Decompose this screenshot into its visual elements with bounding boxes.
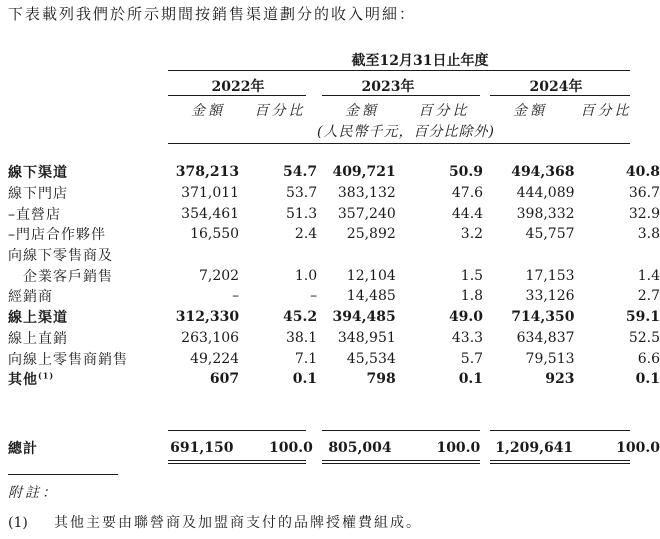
total-double-rule-b2	[322, 463, 480, 464]
revenue-table	[0, 162, 660, 390]
cell-2022-percent: –	[310, 288, 318, 305]
table-row	[0, 162, 660, 183]
cell-2022-amount	[176, 245, 239, 266]
cell-2023-percent: 49.0	[448, 309, 484, 326]
col-percent-2023: 百分比	[418, 103, 470, 119]
table-row	[0, 348, 660, 369]
row-label	[0, 369, 176, 390]
cell-2022-amount: 378,213	[175, 164, 240, 181]
cell-2022-percent: 45.2	[283, 309, 318, 326]
cell-2024-percent	[575, 245, 660, 266]
cell-2024-amount: 714,350	[511, 309, 575, 326]
table-row	[0, 183, 660, 204]
table-row	[0, 265, 660, 286]
cell-2024-percent: 52.5	[628, 329, 660, 346]
cell-2023-percent: 0.1	[458, 371, 484, 388]
cell-2023-percent: 43.3	[451, 329, 484, 346]
cell-2022-amount: 7,202	[198, 267, 240, 284]
row-label	[0, 265, 176, 286]
cell-2023-amount	[317, 245, 396, 266]
cell-2023-percent: 1.5	[460, 267, 484, 284]
cell-2023-amount: 798	[366, 371, 396, 388]
header-rule	[168, 70, 630, 71]
cell-2024-amount: 634,837	[516, 329, 575, 346]
cell-2022-percent: 0.1	[292, 371, 318, 388]
table-row	[0, 224, 660, 245]
cell-2023-amount: 45,534	[346, 350, 396, 367]
total-top-rule-2024	[490, 430, 630, 431]
cell-2024-amount: 923	[545, 371, 575, 388]
row-label-text: 線下門店	[8, 186, 68, 203]
cell-2023-percent: 3.2	[460, 226, 484, 243]
cell-2023-amount: 14,485	[346, 288, 396, 305]
total-label: 總計	[8, 441, 38, 457]
cell-2024-percent: 6.6	[637, 350, 660, 367]
cell-2024-percent: 3.8	[637, 226, 660, 243]
col-percent-2024: 百分比	[580, 103, 632, 119]
cell-2024-amount: 79,513	[525, 350, 575, 367]
cell-2023-percent: 1.8	[460, 288, 484, 305]
row-label	[0, 162, 176, 183]
cell-2022-amount: 371,011	[181, 185, 240, 202]
col-amount-2023: 金額	[345, 103, 379, 119]
cell-2023-percent: 5.7	[460, 350, 484, 367]
note-1-text: 其他主要由聯營商及加盟商支付的品牌授權費組成。	[54, 515, 422, 531]
cell-2024-percent: 1.4	[637, 267, 660, 284]
row-label-text: 經銷商	[8, 289, 53, 306]
row-label	[0, 183, 176, 204]
year-2022: 2022年	[211, 79, 265, 95]
cell-2022-percent: 53.7	[285, 185, 318, 202]
table-row	[0, 328, 660, 349]
total-2024-amount: 1,209,641	[495, 440, 574, 456]
cell-2022-amount: 354,461	[181, 205, 240, 222]
col-amount-2024: 金額	[513, 103, 547, 119]
cell-2022-percent: 51.3	[285, 205, 318, 222]
notes-divider	[8, 474, 118, 475]
cell-2023-amount: 25,892	[346, 226, 396, 243]
cell-2022-amount: 607	[209, 371, 240, 388]
cell-2024-amount: 17,153	[525, 267, 575, 284]
row-label	[0, 224, 176, 245]
cell-2022-percent: 38.1	[285, 329, 318, 346]
table-row	[0, 369, 660, 390]
footnote-marker: (1)	[38, 370, 55, 381]
row-label	[0, 328, 176, 349]
total-row	[0, 438, 660, 458]
col-percent-2022: 百分比	[254, 103, 306, 119]
cell-2024-amount: 45,757	[525, 226, 575, 243]
cell-2022-percent: 54.7	[283, 164, 318, 181]
col-amount-2022: 金額	[191, 103, 225, 119]
row-label-text: 向線下零售商及	[8, 248, 113, 265]
table-row	[0, 245, 660, 266]
total-top-rule-2022	[168, 430, 306, 431]
total-double-rule-b1	[322, 460, 480, 461]
cell-2023-percent: 44.4	[451, 205, 484, 222]
cell-2023-percent: 47.6	[451, 185, 484, 202]
row-label-text: –直營店	[8, 206, 61, 223]
cell-2023-percent	[396, 245, 483, 266]
total-top-rule-2023	[322, 430, 480, 431]
cell-2024-percent: 0.1	[635, 371, 660, 388]
period-header: 截至12月31日止年度	[351, 53, 489, 69]
year-rule-2023	[322, 95, 480, 96]
total-2022-amount: 691,150	[170, 440, 234, 456]
cell-2024-amount: 398,332	[516, 205, 575, 222]
table-row	[0, 286, 660, 307]
total-double-rule-c1	[490, 460, 630, 461]
cell-2022-percent: 2.4	[294, 226, 318, 243]
cell-2023-amount: 409,721	[332, 164, 396, 181]
cell-2023-percent: 50.9	[448, 164, 484, 181]
table-row	[0, 203, 660, 224]
row-label	[0, 348, 176, 369]
year-2024: 2024年	[529, 79, 583, 95]
year-rule-2022	[168, 95, 306, 96]
year-2023: 2023年	[361, 79, 415, 95]
cell-2022-amount: 49,224	[190, 350, 240, 367]
total-double-rule-c2	[490, 463, 630, 464]
cell-2024-percent: 32.9	[628, 205, 660, 222]
cell-2022-amount: 263,106	[181, 329, 240, 346]
cell-2024-amount: 444,089	[516, 185, 575, 202]
row-label	[0, 245, 176, 266]
total-double-rule-a2	[168, 463, 306, 464]
cell-2024-amount: 33,126	[525, 288, 575, 305]
total-2023-amount: 805,004	[328, 440, 392, 456]
cell-2022-amount: 312,330	[175, 309, 240, 326]
unit-note: (人民幣千元，百分比除外)	[317, 124, 495, 140]
cell-2024-amount: 494,368	[511, 164, 575, 181]
colhead-rule	[168, 143, 630, 144]
table-row	[0, 307, 660, 328]
intro-text: 下表載列我們於所示期間按銷售渠道劃分的收入明細：	[8, 5, 417, 23]
total-2024-percent: 100.0	[616, 440, 660, 456]
note-1	[8, 512, 422, 532]
row-label-text: 企業客戶銷售	[8, 268, 113, 285]
cell-2023-amount: 348,951	[337, 329, 396, 346]
row-label-text: 線下渠道	[8, 165, 68, 182]
row-label	[0, 203, 176, 224]
row-label	[0, 307, 176, 328]
cell-2023-amount: 12,104	[346, 267, 396, 284]
row-label-text: 線上渠道	[8, 310, 68, 327]
cell-2022-percent	[239, 245, 317, 266]
notes-title: 附註：	[8, 485, 59, 501]
cell-2024-amount	[483, 245, 574, 266]
row-label-text: 線上直銷	[8, 330, 68, 347]
row-label-text: –門店合作夥伴	[8, 227, 106, 244]
total-double-rule-a1	[168, 460, 306, 461]
cell-2022-amount: 16,550	[190, 226, 240, 243]
cell-2023-amount: 394,485	[332, 309, 396, 326]
cell-2024-percent: 2.7	[637, 288, 660, 305]
year-rule-2024	[490, 95, 630, 96]
row-label-text: 其他	[8, 372, 38, 389]
cell-2023-amount: 383,132	[337, 185, 396, 202]
cell-2024-percent: 36.7	[628, 185, 660, 202]
cell-2024-percent: 59.1	[625, 309, 660, 326]
cell-2024-percent: 40.8	[625, 164, 660, 181]
cell-2023-amount: 357,240	[337, 205, 396, 222]
row-label-text: 向線上零售商銷售	[8, 351, 128, 368]
cell-2022-amount: –	[232, 288, 240, 305]
total-2022-percent: 100.0	[268, 440, 313, 456]
row-label	[0, 286, 176, 307]
cell-2022-percent: 7.1	[294, 350, 318, 367]
note-1-marker: (1)	[8, 515, 28, 531]
cell-2022-percent: 1.0	[294, 267, 318, 284]
total-2023-percent: 100.0	[436, 440, 481, 456]
